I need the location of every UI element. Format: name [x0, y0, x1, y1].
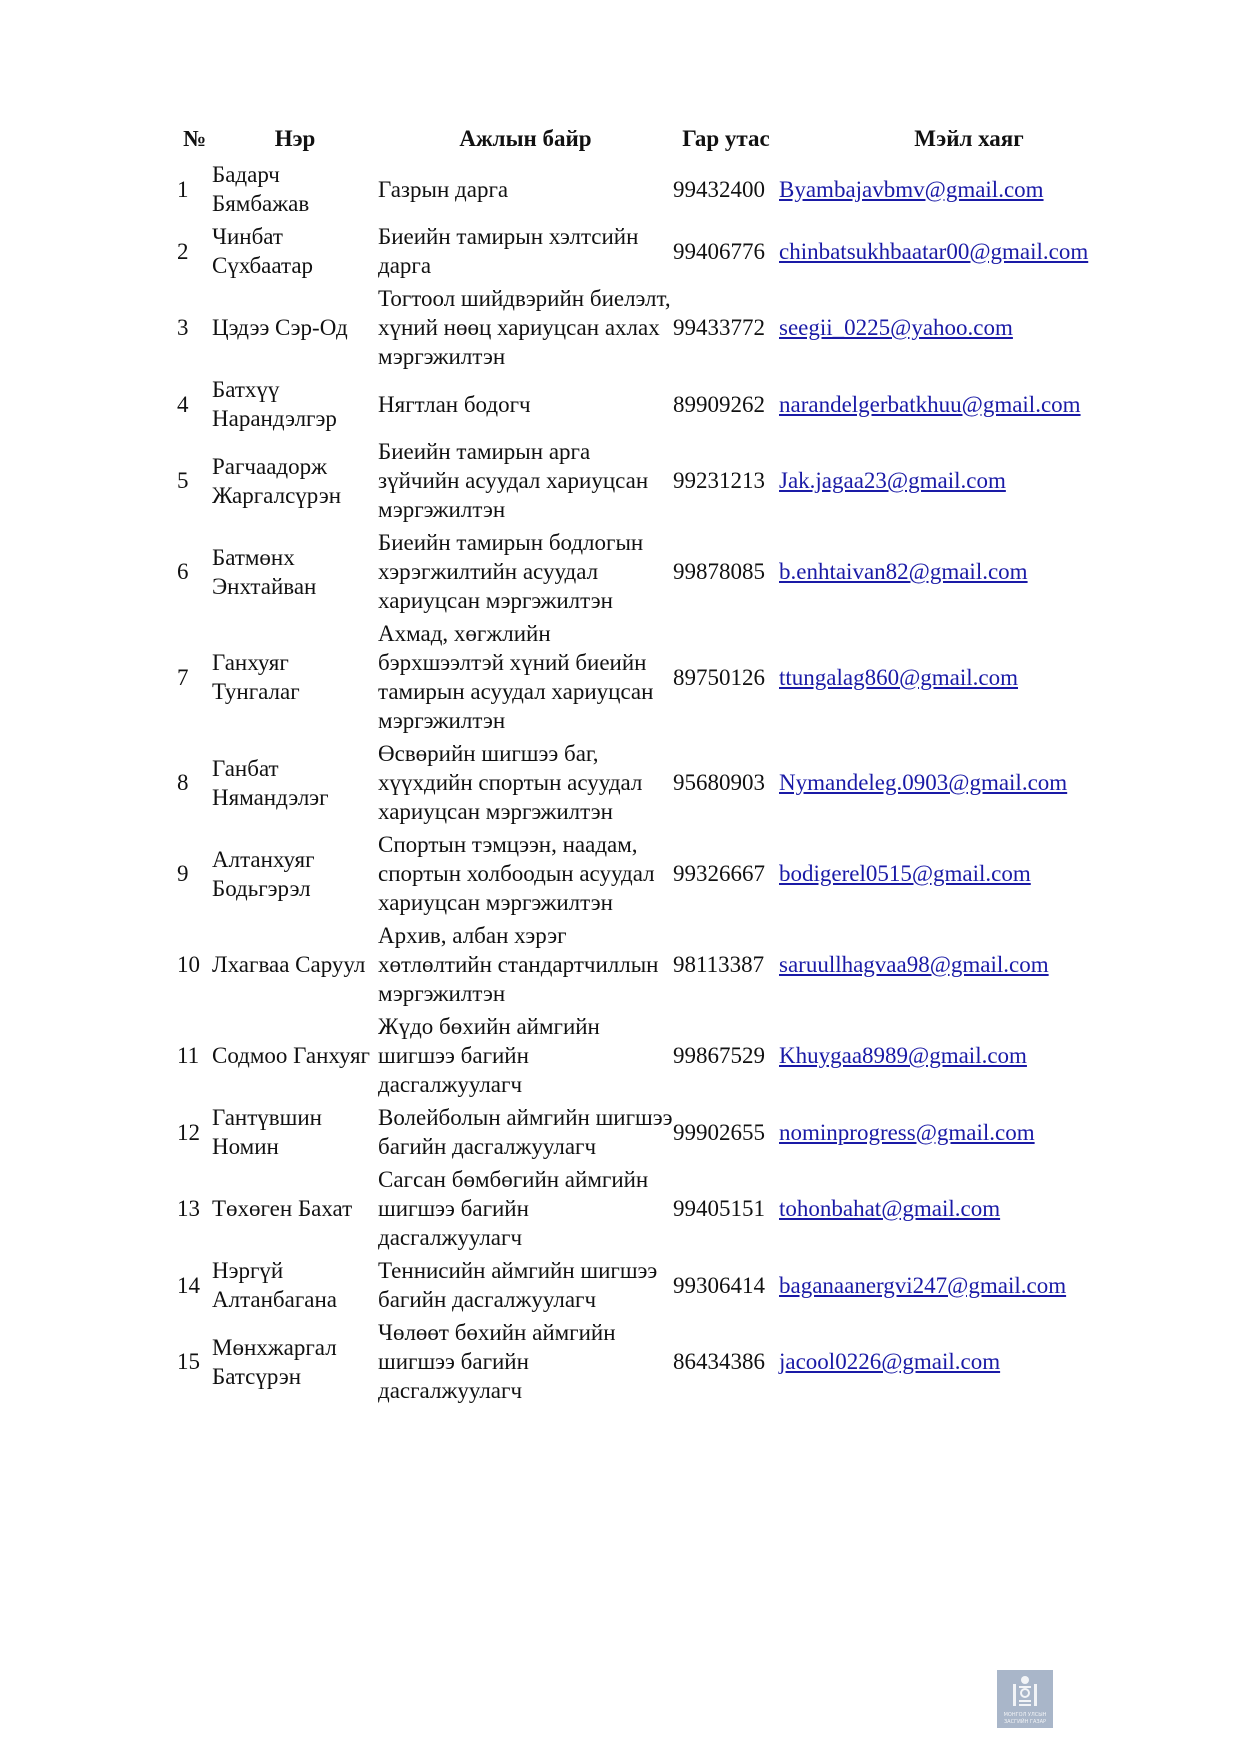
row-job-title: Өсвөрийн шигшээ баг, хүүхдийн спортын асуудал хариуцсан мэргэжилтэн: [378, 741, 643, 824]
row-phone: 99231213: [673, 468, 765, 493]
table-row: [177, 282, 1159, 373]
row-job-title: Биеийн тамирын арга зүйчийн асуудал хариуцсан мэргэжилтэн: [378, 439, 649, 522]
row-phone: 99326667: [673, 861, 765, 886]
row-name: Батмөнх Энхтайван: [212, 544, 317, 599]
row-phone: 89750126: [673, 664, 765, 690]
table-row: [177, 1254, 1159, 1316]
table-row: [177, 1163, 1159, 1254]
row-name: Батхүү Нарандэлгэр: [212, 377, 337, 431]
row-email: [779, 1316, 1159, 1407]
row-name: Алтанхуяг Бодьгэрэл: [212, 846, 315, 901]
row-job-title: Чөлөөт бөхийн аймгийн шигшээ багийн дасгалжуулагч: [378, 1320, 616, 1403]
row-phone: 99306414: [673, 1272, 765, 1298]
staff-contact-table: [177, 118, 1159, 1407]
row-number: 4: [177, 391, 189, 417]
email-link[interactable]: ttungalag860@gmail.com: [779, 664, 1018, 690]
row-name: Чинбат Сүхбаатар: [212, 224, 314, 278]
row-phone: 89909262: [673, 391, 765, 417]
row-number: 9: [177, 861, 189, 886]
row-name: Бадарч Бямбажав: [212, 162, 310, 216]
row-name: Рагчаадорж Жаргалсүрэн: [212, 453, 342, 508]
email-link[interactable]: b.enhtaivan82@gmail.com: [779, 559, 1028, 584]
row-number: 10: [177, 952, 200, 977]
row-number: 15: [177, 1349, 200, 1374]
table-body: [177, 158, 1159, 1407]
row-email: [779, 919, 1159, 1010]
email-link[interactable]: chinbatsukhbaatar00@gmail.com: [779, 238, 1089, 264]
row-email: [779, 737, 1159, 828]
row-email: [779, 617, 1159, 737]
row-name: Содмоо Ганхуяг: [212, 1043, 370, 1068]
email-link[interactable]: bodigerel0515@gmail.com: [779, 861, 1031, 886]
email-link[interactable]: seegii_0225@yahoo.com: [779, 315, 1013, 340]
row-job-title: Газрын дарга: [378, 176, 509, 202]
row-number: 1: [177, 176, 189, 202]
row-phone: 99902655: [673, 1119, 765, 1145]
row-email: [779, 828, 1159, 919]
table-row: [177, 1010, 1159, 1101]
table-row: [177, 435, 1159, 526]
soyombo-icon: [997, 1670, 1053, 1728]
row-job-title: Биеийн тамирын бодлогын хэрэгжилтийн асуудал хариуцсан мэргэжилтэн: [378, 530, 644, 613]
row-job-title: Спортын тэмцээн, наадам, спортын холбоодын асуудал хариуцсан мэргэжилтэн: [378, 832, 655, 915]
table-row: [177, 828, 1159, 919]
email-link[interactable]: narandelgerbatkhuu@gmail.com: [779, 391, 1081, 417]
row-job-title: Сагсан бөмбөгийн аймгийн шигшээ багийн дасгалжуулагч: [378, 1167, 649, 1250]
email-link[interactable]: nominprogress@gmail.com: [779, 1119, 1035, 1145]
row-email: [779, 373, 1159, 435]
row-number: 8: [177, 770, 189, 795]
email-link[interactable]: tohonbahat@gmail.com: [779, 1196, 1001, 1221]
row-email: [779, 526, 1159, 617]
row-phone: 99405151: [673, 1196, 765, 1221]
row-number: 13: [177, 1196, 200, 1221]
row-job-title: Архив, албан хэрэг хөтлөлтийн стандартчиллын мэргэжилтэн: [378, 923, 659, 1006]
seal-text-line1: МОНГОЛ УЛСЫН: [1003, 1712, 1047, 1718]
government-seal-logo: [997, 1670, 1053, 1728]
row-job-title: Биеийн тамирын хэлтсийн дарга: [378, 224, 639, 278]
row-job-title: Ахмад, хөгжлийн бэрхшээлтэй хүний биеийн тамирын асуудал хариуцсан мэргэжилтэн: [378, 621, 654, 733]
table-row: [177, 373, 1159, 435]
row-phone: 99878085: [673, 559, 765, 584]
row-email: [779, 435, 1159, 526]
row-email: [779, 220, 1159, 282]
row-number: 7: [177, 664, 189, 690]
row-name: Цэдээ Сэр-Од: [212, 315, 348, 340]
row-email: [779, 282, 1159, 373]
row-job-title: Волейболын аймгийн шигшээ багийн дасгалжуулагч: [378, 1105, 673, 1159]
row-number: 6: [177, 559, 189, 584]
row-name: Мөнхжаргал Батсүрэн: [212, 1334, 337, 1389]
row-number: 5: [177, 468, 189, 493]
row-number: 11: [177, 1043, 200, 1068]
row-job-title: Нягтлан бодогч: [378, 391, 531, 417]
row-job-title: Тогтоол шийдвэрийн биелэлт, хүний нөөц хариуцсан ахлах мэргэжилтэн: [378, 286, 671, 369]
row-job-title: Жүдо бөхийн аймгийн шигшээ багийн дасгалжуулагч: [378, 1014, 600, 1097]
table-row: [177, 158, 1159, 220]
row-phone: 98113387: [673, 952, 765, 977]
row-email: [779, 1254, 1159, 1316]
row-phone: 99867529: [673, 1043, 765, 1068]
email-link[interactable]: Khuygaa8989@gmail.com: [779, 1043, 1027, 1068]
row-email: [779, 1101, 1159, 1163]
email-link[interactable]: jacool0226@gmail.com: [779, 1349, 1001, 1374]
row-email: [779, 158, 1159, 220]
row-email: [779, 1163, 1159, 1254]
row-number: 12: [177, 1119, 200, 1145]
email-link[interactable]: Nymandeleg.0903@gmail.com: [779, 770, 1068, 795]
row-phone: 86434386: [673, 1349, 765, 1374]
seal-text-line2: ЗАСГИЙН ГАЗАР: [1003, 1719, 1047, 1725]
row-email: [779, 1010, 1159, 1101]
row-number: 3: [177, 315, 189, 340]
row-phone: 99432400: [673, 176, 765, 202]
table-row: [177, 919, 1159, 1010]
header-number: №: [182, 125, 207, 151]
header-name: Нэр: [274, 125, 316, 151]
row-job-title: Теннисийн аймгийн шигшээ багийн дасгалжуулагч: [378, 1258, 658, 1312]
row-phone: 99406776: [673, 238, 765, 264]
header-phone: Гар утас: [682, 125, 770, 151]
row-name: Төхөген Бахат: [212, 1196, 353, 1221]
row-name: Ганбат Нямандэлэг: [212, 755, 329, 810]
table-row: [177, 617, 1159, 737]
row-number: 2: [177, 238, 189, 264]
table-row: [177, 737, 1159, 828]
header-job: Ажлын байр: [459, 125, 592, 151]
row-phone: 99433772: [673, 315, 765, 340]
row-name: Нэргүй Алтанбагана: [212, 1258, 338, 1312]
row-name: Гантүвшин Номин: [212, 1105, 322, 1159]
email-link[interactable]: saruullhagvaa98@gmail.com: [779, 952, 1049, 977]
table-row: [177, 220, 1159, 282]
email-link[interactable]: Byambajavbmv@gmail.com: [779, 176, 1044, 202]
email-link[interactable]: baganaanergvi247@gmail.com: [779, 1272, 1067, 1298]
table-header-row: [177, 118, 1159, 158]
row-number: 14: [177, 1272, 200, 1298]
row-name: Ганхуяг Тунгалаг: [212, 650, 300, 704]
email-link[interactable]: Jak.jagaa23@gmail.com: [779, 468, 1006, 493]
table-row: [177, 526, 1159, 617]
table-row: [177, 1316, 1159, 1407]
row-phone: 95680903: [673, 770, 765, 795]
header-email: Мэйл хаяг: [914, 125, 1024, 151]
table-row: [177, 1101, 1159, 1163]
row-name: Лхагваа Саруул: [212, 952, 366, 977]
